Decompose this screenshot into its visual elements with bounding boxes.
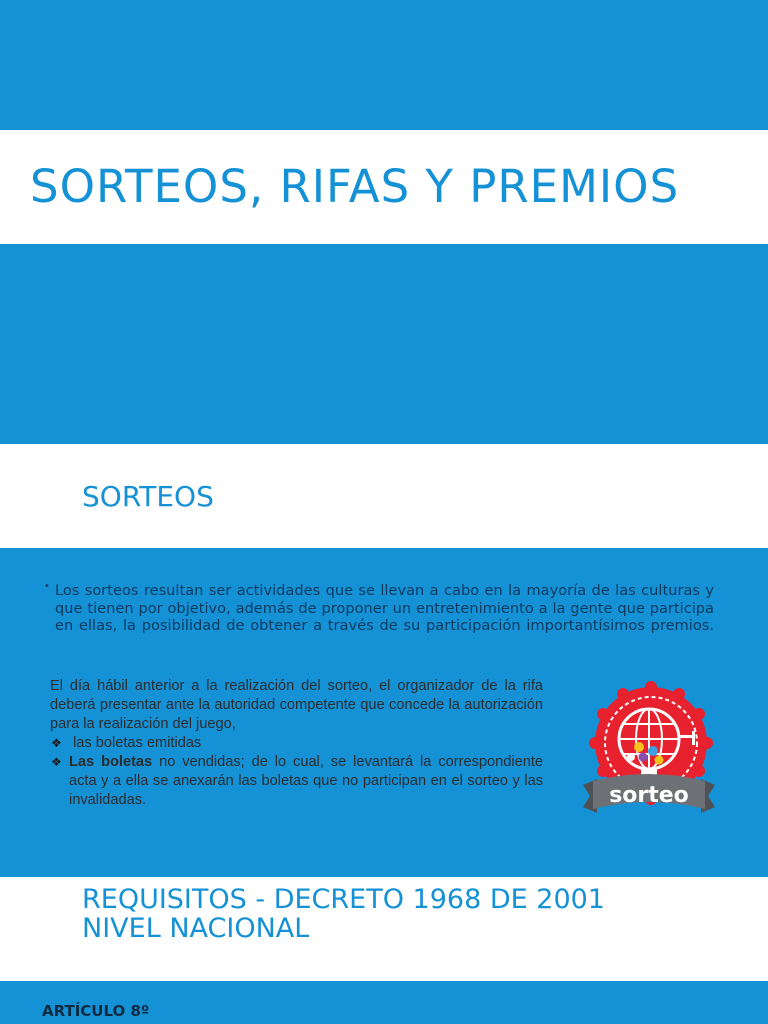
list-item xyxy=(50,753,543,810)
sorteos-heading-band xyxy=(0,444,768,548)
requisitos-heading xyxy=(82,885,742,943)
list-item-text xyxy=(69,735,201,751)
logo-text: sorteo xyxy=(609,783,689,808)
list-item xyxy=(50,734,543,753)
requisitos-line2: NIVEL NACIONAL xyxy=(82,913,310,944)
title-band xyxy=(0,130,768,244)
bullet1-text: las boletas emitidas xyxy=(73,735,202,751)
sorteos-heading: SORTEOS xyxy=(82,480,214,513)
page-title: SORTEOS, RIFAS Y PREMIOS xyxy=(30,160,680,213)
intro-paragraph-block xyxy=(44,582,714,635)
list-item-text xyxy=(69,754,543,808)
detail-intro: El día hábil anterior a la realización del sorteo, el organizador de la rifa deberá presentar ante la autoridad competente que concede la autorización para la realización del juego, xyxy=(50,678,543,732)
detail-list xyxy=(50,734,543,810)
diamond-bullet-icon: ❖ xyxy=(51,755,62,769)
intro-bullet: • xyxy=(44,581,50,592)
article-label: ARTÍCULO 8º xyxy=(42,1002,150,1020)
requisitos-line1: REQUISITOS - DECRETO 1968 DE 2001 xyxy=(82,884,605,915)
sorteo-logo xyxy=(581,681,717,821)
bullet2-rest: no vendidas; de lo cual, se levantará la correspondiente acta y a ella se anexarán las boletas que no participan en el sorteo y las invalidadas. xyxy=(69,754,543,808)
diamond-bullet-icon: ❖ xyxy=(51,736,62,750)
requisitos-heading-band xyxy=(0,877,768,981)
detail-block xyxy=(50,677,543,810)
bullet2-bold: Las boletas xyxy=(69,754,153,770)
intro-paragraph: Los sorteos resultan ser actividades que se llevan a cabo en la mayoría de las culturas y que tienen por objetivo, además de proponer un entretenimiento a la gente que participa en ellas, la posibilidad de obtener a través de su participación importantísimos premios. xyxy=(55,582,714,634)
